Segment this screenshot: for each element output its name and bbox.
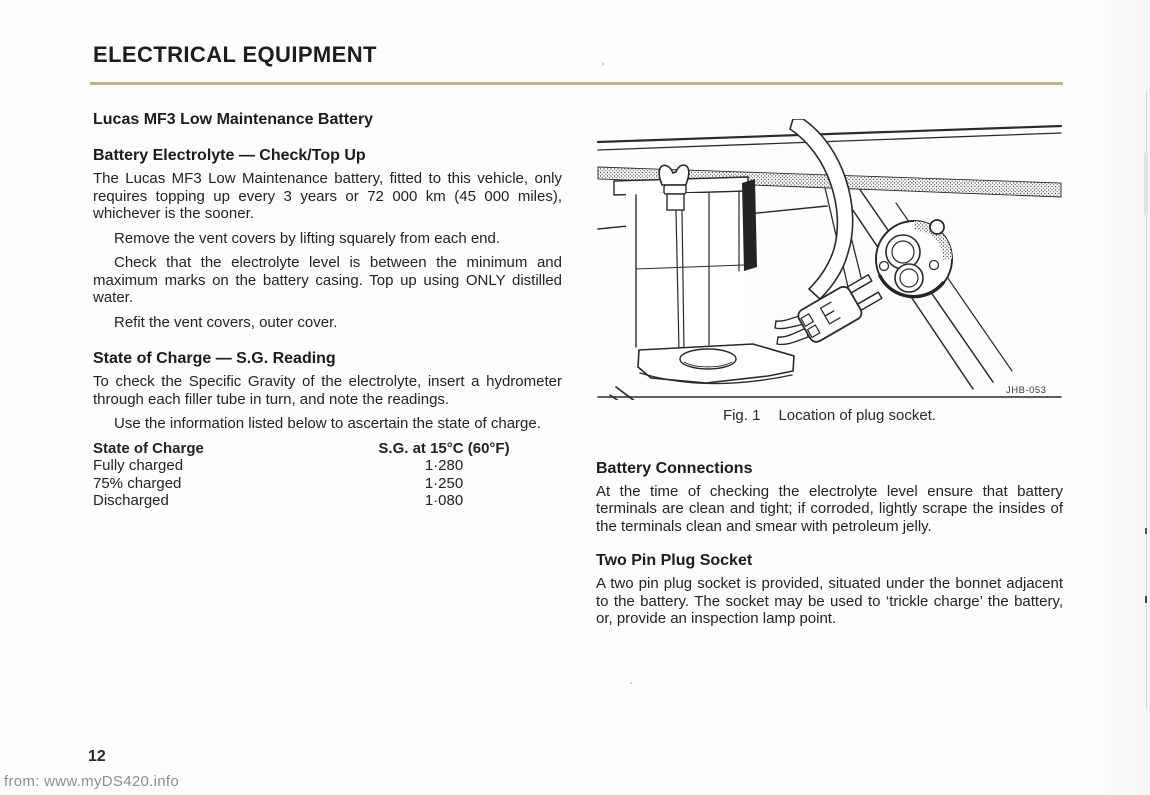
body-paragraph: At the time of checking the electrolyte level ensure that battery terminals are clean and tight; if corroded, lightly scrape the insides of the terminals clean and smear with petroleum jelly. — [596, 482, 1063, 535]
table-row — [93, 492, 562, 510]
table-header-sg: S.G. at 15°C (60°F) — [378, 439, 510, 457]
table-row — [93, 457, 562, 475]
figure-caption-label: Fig. 1 — [722, 407, 761, 424]
scan-edge-shading — [1095, 0, 1150, 795]
figure-plug-socket-illustration — [596, 119, 1063, 400]
page-title: ELECTRICAL EQUIPMENT — [93, 42, 377, 67]
plug-socket-line-drawing — [596, 119, 1063, 400]
state-of-charge-heading: State of Charge — S.G. Reading — [93, 350, 336, 367]
table-cell-state: 75% charged — [93, 474, 182, 492]
body-paragraph: Use the information listed below to ascertain the state of charge. — [114, 415, 541, 432]
title-underline-rule — [90, 82, 1063, 85]
table-cell-sg: 1·250 — [424, 474, 464, 492]
body-paragraph: To check the Specific Gravity of the electrolyte, insert a hydrometer through each filler tube in turn, and note the readings. — [93, 373, 562, 408]
figure-caption — [596, 407, 1063, 425]
battery-section-heading: Lucas MF3 Low Maintenance Battery — [93, 111, 374, 128]
right-column — [596, 119, 1063, 628]
scan-speck — [602, 63, 604, 65]
scan-speck — [630, 682, 632, 684]
table-cell-sg: 1·080 — [424, 492, 464, 509]
scan-edge-artifact — [1144, 153, 1148, 215]
body-paragraph: Remove the vent covers by lifting squarely from each end. — [114, 229, 501, 247]
figure-caption-text: Location of plug socket. — [778, 407, 937, 424]
electrolyte-section-heading: Battery Electrolyte — Check/Top Up — [93, 147, 366, 164]
table-cell-state: Fully charged — [93, 457, 184, 474]
body-paragraph: Refit the vent covers, outer cover. — [114, 313, 338, 331]
scan-edge-artifact — [1145, 596, 1147, 603]
sg-table — [93, 440, 562, 510]
watermark: from: www.myDS420.info — [4, 773, 179, 790]
figure-drawing-code: JHB-053 — [1006, 385, 1047, 396]
table-row — [93, 475, 562, 493]
battery-connections-heading: Battery Connections — [596, 459, 753, 477]
body-paragraph: Check that the electrolyte level is between the minimum and maximum marks on the battery casing. Top up using ONLY distilled water. — [93, 254, 562, 306]
two-pin-plug-heading: Two Pin Plug Socket — [596, 552, 753, 569]
body-paragraph: The Lucas MF3 Low Maintenance battery, fitted to this vehicle, only requires topping up every 3 years or 72 000 km (45 000 miles), whichever is the sooner. — [93, 170, 562, 222]
table-cell-sg: 1·280 — [424, 457, 464, 474]
table-cell-state: Discharged — [93, 492, 169, 509]
table-header-state: State of Charge — [93, 439, 204, 457]
body-paragraph: A two pin plug socket is provided, situated under the bonnet adjacent to the battery. The socket may be used to ‘trickle charge’ the battery, or, provide an inspection lamp point. — [596, 575, 1063, 627]
scan-edge-artifact — [1145, 528, 1147, 534]
page-number: 12 — [88, 748, 106, 765]
left-column — [93, 110, 562, 510]
table-header-row — [93, 440, 562, 458]
